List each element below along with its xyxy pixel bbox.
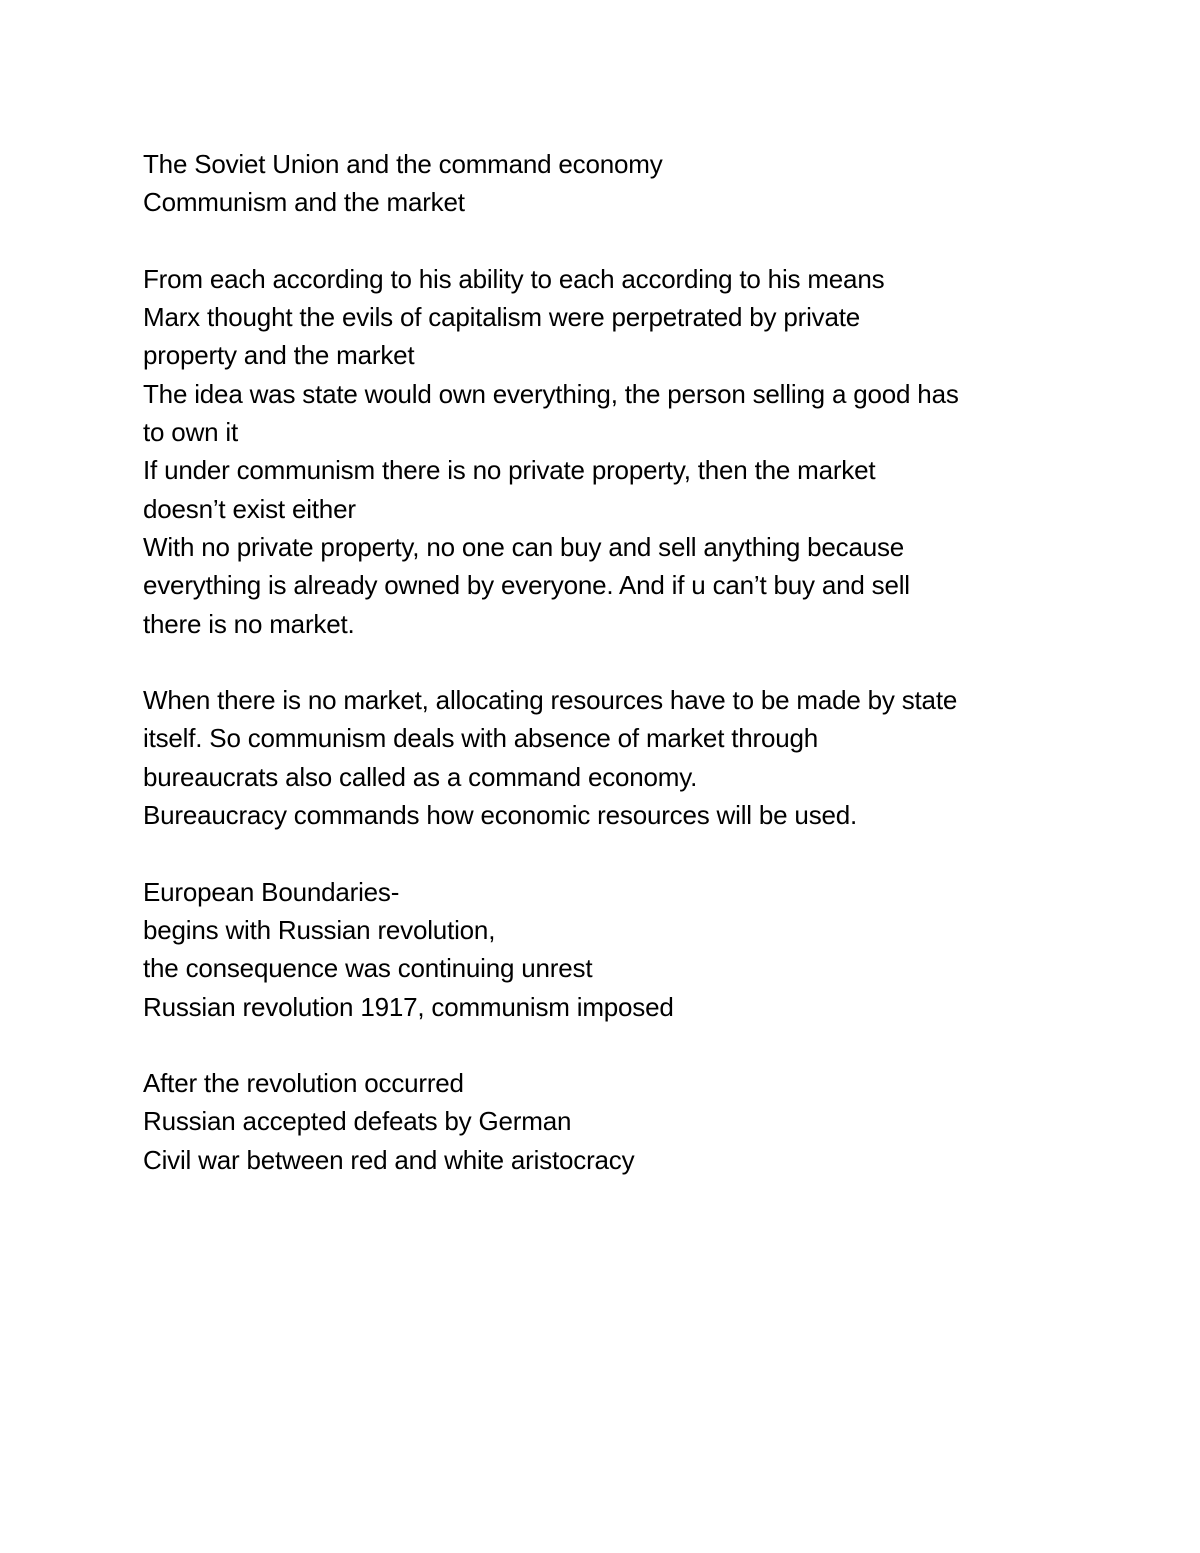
text-line: The idea was state would own everything, the person selling a good has xyxy=(143,378,959,409)
text-line: When there is no market, allocating resources have to be made by state xyxy=(143,685,958,716)
text-line: begins with Russian revolution, xyxy=(143,914,496,945)
text-line: bureaucrats also called as a command economy. xyxy=(143,761,698,792)
text-line: doesn’t exist either xyxy=(143,493,356,524)
paragraph-gap xyxy=(143,643,1083,681)
paragraph-gap xyxy=(143,834,1083,872)
text-line: If under communism there is no private property, then the market xyxy=(143,455,876,486)
text-line: Bureaucracy commands how economic resources will be used. xyxy=(143,800,858,831)
text-line: With no private property, no one can buy and sell anything because xyxy=(143,531,905,562)
document-subtitle: Communism and the market xyxy=(143,187,465,218)
text-line: Russian revolution 1917, communism imposed xyxy=(143,991,674,1022)
text-line: there is no market. xyxy=(143,608,355,639)
text-line: Civil war between red and white aristocracy xyxy=(143,1144,635,1175)
text-line: property and the market xyxy=(143,340,415,371)
text-line: From each according to his ability to each according to his means xyxy=(143,263,885,294)
paragraph-gap xyxy=(143,222,1083,260)
text-line: itself. So communism deals with absence of market through xyxy=(143,723,819,754)
text-line: everything is already owned by everyone. And if u can’t buy and sell xyxy=(143,570,910,601)
paragraph-gap xyxy=(143,1026,1083,1064)
text-line: the consequence was continuing unrest xyxy=(143,953,593,984)
document-title: The Soviet Union and the command economy xyxy=(143,149,663,179)
document-body xyxy=(143,145,1083,1179)
text-line: Marx thought the evils of capitalism were perpetrated by private xyxy=(143,302,861,333)
section-heading: European Boundaries- xyxy=(143,876,400,907)
text-line: to own it xyxy=(143,417,239,448)
text-line: Russian accepted defeats by German xyxy=(143,1106,572,1137)
text-line: After the revolution occurred xyxy=(143,1068,464,1099)
